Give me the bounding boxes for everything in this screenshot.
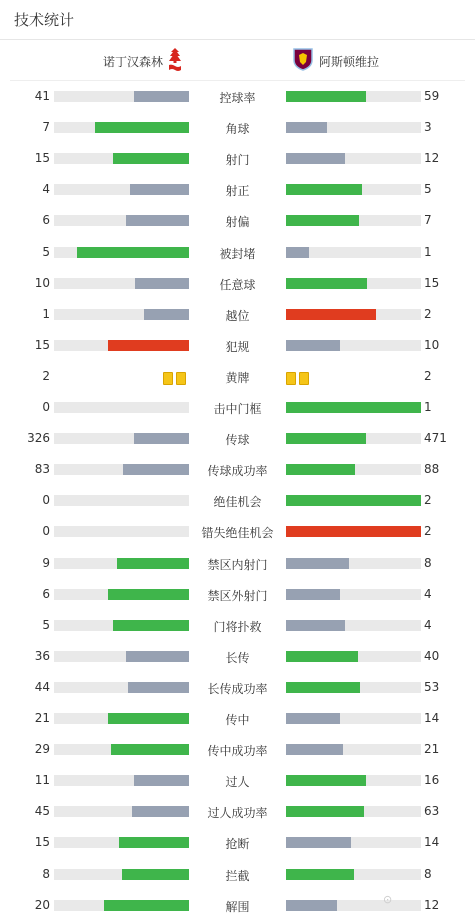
- away-value: 53: [424, 680, 440, 694]
- away-bar-track: [286, 775, 421, 786]
- away-bar-track: [286, 433, 421, 444]
- home-bar-track: [54, 651, 189, 662]
- away-bar-track: [286, 215, 421, 226]
- home-value: 0: [42, 400, 50, 414]
- home-bar-track: [54, 278, 189, 289]
- home-bar-track: [54, 91, 189, 102]
- away-bar-fill: [286, 309, 376, 320]
- away-bar-fill: [286, 744, 343, 755]
- away-value: 12: [424, 898, 440, 912]
- stat-row: [0, 548, 475, 579]
- away-bar-track: [286, 558, 421, 569]
- home-bar-fill: [113, 153, 189, 164]
- stat-row: [0, 485, 475, 516]
- home-bar-track: [54, 340, 189, 351]
- away-value: 63: [424, 804, 440, 818]
- stat-label: 被封堵: [219, 247, 256, 261]
- home-bar-track: [54, 869, 189, 880]
- stat-label: 错失绝佳机会: [201, 526, 274, 540]
- away-bar-fill: [286, 682, 360, 693]
- away-value: 471: [424, 431, 447, 445]
- stat-row: [0, 237, 475, 268]
- home-bar-track: [54, 900, 189, 911]
- stat-row: [0, 112, 475, 143]
- home-bar-fill: [108, 713, 189, 724]
- stat-row: [0, 299, 475, 330]
- away-bar-fill: [286, 247, 309, 258]
- away-bar-fill: [286, 620, 345, 631]
- away-bar-fill: [286, 122, 327, 133]
- yellow-card-icon: [299, 372, 309, 385]
- stat-label: 绝佳机会: [213, 495, 262, 509]
- home-bar-fill: [126, 651, 189, 662]
- home-value: 45: [34, 804, 50, 818]
- away-bar-track: [286, 247, 421, 258]
- away-bar-track: [286, 900, 421, 911]
- aston-villa-crest-icon: [293, 48, 313, 75]
- away-bar-track: [286, 869, 421, 880]
- away-team-name: 阿斯顿维拉: [319, 55, 380, 69]
- away-bar-fill: [286, 589, 340, 600]
- away-bar-fill: [286, 526, 421, 537]
- away-bar-fill: [286, 464, 355, 475]
- away-bar-track: [286, 122, 421, 133]
- home-bar-fill: [95, 122, 190, 133]
- home-value: 44: [34, 680, 50, 694]
- page-header: [0, 0, 475, 40]
- stat-label: 控球率: [219, 91, 256, 105]
- stat-row: [0, 610, 475, 641]
- stat-row: [0, 268, 475, 299]
- stat-label: 黄牌: [225, 371, 250, 385]
- away-bar-track: [286, 744, 421, 755]
- away-value: 4: [424, 587, 432, 601]
- stat-row: [0, 392, 475, 423]
- home-bar-track: [54, 215, 189, 226]
- home-bar-fill: [134, 433, 189, 444]
- home-value: 15: [34, 151, 50, 165]
- away-value: 8: [424, 556, 432, 570]
- home-bar-track: [54, 247, 189, 258]
- stat-label: 长传成功率: [207, 682, 268, 696]
- stat-row: [0, 703, 475, 734]
- away-bar-fill: [286, 806, 364, 817]
- home-bar-track: [54, 309, 189, 320]
- away-bar-fill: [286, 402, 421, 413]
- home-bar-fill: [122, 869, 190, 880]
- away-bar-track: [286, 495, 421, 506]
- away-value: 12: [424, 151, 440, 165]
- home-bar-fill: [123, 464, 189, 475]
- stat-label: 射门: [225, 153, 250, 167]
- home-value: 4: [42, 182, 50, 196]
- stat-label: 解围: [225, 900, 250, 914]
- away-value: 14: [424, 835, 440, 849]
- nottingham-forest-crest-icon: [168, 47, 182, 77]
- home-value: 8: [42, 867, 50, 881]
- away-value: 16: [424, 773, 440, 787]
- home-bar-fill: [126, 215, 189, 226]
- stat-label: 门将扑救: [213, 620, 262, 634]
- home-value: 10: [34, 276, 50, 290]
- stat-label: 射正: [225, 184, 250, 198]
- away-bar-track: [286, 682, 421, 693]
- home-bar-fill: [135, 278, 189, 289]
- yellow-card-icon: [176, 372, 186, 385]
- away-bar-track: [286, 184, 421, 195]
- home-bar-fill: [132, 806, 189, 817]
- away-value: 15: [424, 276, 440, 290]
- home-value: 36: [34, 649, 50, 663]
- home-bar-fill: [134, 91, 189, 102]
- home-bar-fill: [130, 184, 189, 195]
- away-value: 59: [424, 89, 440, 103]
- away-value: 88: [424, 462, 440, 476]
- away-bar-track: [286, 589, 421, 600]
- home-bar-track: [54, 495, 189, 506]
- home-value: 6: [42, 213, 50, 227]
- away-bar-fill: [286, 837, 351, 848]
- away-value: 2: [424, 493, 432, 507]
- away-value: 10: [424, 338, 440, 352]
- home-bar-fill: [77, 247, 189, 258]
- home-bar-fill: [119, 837, 189, 848]
- stat-row: [0, 579, 475, 610]
- home-value: 29: [34, 742, 50, 756]
- home-bar-track: [54, 682, 189, 693]
- away-bar-track: [286, 91, 421, 102]
- home-value: 326: [27, 431, 50, 445]
- away-bar-fill: [286, 713, 340, 724]
- home-value: 21: [34, 711, 50, 725]
- home-value: 0: [42, 493, 50, 507]
- away-bar-fill: [286, 900, 337, 911]
- stat-label: 传球: [225, 433, 250, 447]
- stat-label: 传中: [225, 713, 250, 727]
- away-value: 3: [424, 120, 432, 134]
- home-bar-track: [54, 153, 189, 164]
- home-bar-track: [54, 620, 189, 631]
- stat-label: 传中成功率: [207, 744, 268, 758]
- home-value: 83: [34, 462, 50, 476]
- home-bar-track: [54, 589, 189, 600]
- teams-header: [10, 41, 465, 81]
- stat-row: [0, 330, 475, 361]
- home-bar-fill: [134, 775, 189, 786]
- home-bar-fill: [144, 309, 189, 320]
- home-bar-fill: [104, 900, 189, 911]
- stat-row: [0, 827, 475, 858]
- yellow-card-icon: [163, 372, 173, 385]
- home-bar-track: [54, 122, 189, 133]
- away-bar-track: [286, 340, 421, 351]
- home-value: 15: [34, 835, 50, 849]
- away-value: 5: [424, 182, 432, 196]
- stat-label: 过人: [225, 775, 250, 789]
- away-bar-track: [286, 806, 421, 817]
- home-value: 20: [34, 898, 50, 912]
- away-bar-fill: [286, 91, 366, 102]
- away-value: 2: [424, 369, 432, 383]
- away-bar-track: [286, 402, 421, 413]
- stat-row: [0, 81, 475, 112]
- stat-label: 抢断: [225, 837, 250, 851]
- home-bar-fill: [128, 682, 189, 693]
- away-bar-track: [286, 837, 421, 848]
- away-yellow-cards: [286, 370, 312, 389]
- watermark-logo: ⊙: [383, 893, 393, 906]
- stat-label: 禁区内射门: [207, 558, 268, 572]
- home-team-name: 诺丁汉森林: [103, 55, 164, 69]
- stat-row: [0, 641, 475, 672]
- away-value: 21: [424, 742, 440, 756]
- away-bar-fill: [286, 651, 358, 662]
- home-bar-track: [54, 184, 189, 195]
- away-bar-track: [286, 526, 421, 537]
- home-value: 7: [42, 120, 50, 134]
- away-bar-fill: [286, 558, 349, 569]
- stat-row: [0, 859, 475, 890]
- away-value: 8: [424, 867, 432, 881]
- home-bar-track: [54, 464, 189, 475]
- home-bar-track: [54, 744, 189, 755]
- away-bar-fill: [286, 184, 362, 195]
- away-bar-track: [286, 651, 421, 662]
- home-bar-track: [54, 526, 189, 537]
- home-value: 5: [42, 245, 50, 259]
- home-bar-track: [54, 837, 189, 848]
- stat-label: 禁区外射门: [207, 589, 268, 603]
- stat-row: [0, 174, 475, 205]
- stat-label: 犯规: [225, 340, 250, 354]
- away-value: 2: [424, 524, 432, 538]
- stat-label: 角球: [225, 122, 250, 136]
- stat-label: 任意球: [219, 278, 256, 292]
- away-value: 4: [424, 618, 432, 632]
- away-value: 1: [424, 400, 432, 414]
- stat-row: [0, 516, 475, 547]
- stat-row: [0, 423, 475, 454]
- stat-row: [0, 205, 475, 236]
- away-value: 14: [424, 711, 440, 725]
- away-bar-track: [286, 278, 421, 289]
- away-bar-track: [286, 309, 421, 320]
- stat-row: [0, 672, 475, 703]
- stat-label: 射偏: [225, 215, 250, 229]
- home-bar-track: [54, 775, 189, 786]
- stat-row: [0, 796, 475, 827]
- stat-label: 过人成功率: [207, 806, 268, 820]
- home-bar-fill: [108, 340, 189, 351]
- yellow-card-icon: [286, 372, 296, 385]
- away-bar-fill: [286, 278, 367, 289]
- home-bar-track: [54, 558, 189, 569]
- away-bar-fill: [286, 215, 359, 226]
- page-title: 技术统计: [14, 11, 75, 29]
- stat-label: 传球成功率: [207, 464, 268, 478]
- away-bar-track: [286, 620, 421, 631]
- stat-row: [0, 890, 475, 921]
- stat-row: [0, 454, 475, 485]
- away-bar-fill: [286, 775, 366, 786]
- away-bar-track: [286, 153, 421, 164]
- home-bar-fill: [108, 589, 189, 600]
- stat-row: [0, 361, 475, 392]
- away-value: 1: [424, 245, 432, 259]
- stat-row: [0, 734, 475, 765]
- home-bar-track: [54, 433, 189, 444]
- home-value: 9: [42, 556, 50, 570]
- home-value: 2: [42, 369, 50, 383]
- stat-label: 越位: [225, 309, 250, 323]
- away-bar-fill: [286, 340, 340, 351]
- stat-label: 长传: [225, 651, 250, 665]
- home-bar-track: [54, 713, 189, 724]
- away-bar-track: [286, 713, 421, 724]
- home-bar-fill: [111, 744, 189, 755]
- home-value: 0: [42, 524, 50, 538]
- away-value: 40: [424, 649, 440, 663]
- stat-label: 拦截: [225, 869, 250, 883]
- home-value: 5: [42, 618, 50, 632]
- away-bar-fill: [286, 433, 366, 444]
- home-bar-track: [54, 402, 189, 413]
- home-bar-fill: [117, 558, 189, 569]
- home-value: 1: [42, 307, 50, 321]
- home-value: 6: [42, 587, 50, 601]
- away-bar-fill: [286, 153, 345, 164]
- away-bar-fill: [286, 495, 421, 506]
- away-bar-track: [286, 464, 421, 475]
- home-value: 15: [34, 338, 50, 352]
- away-value: 7: [424, 213, 432, 227]
- stat-row: [0, 143, 475, 174]
- home-value: 11: [34, 773, 50, 787]
- home-yellow-cards: [163, 370, 189, 389]
- home-bar-fill: [113, 620, 189, 631]
- stat-row: [0, 765, 475, 796]
- stat-label: 击中门框: [213, 402, 262, 416]
- away-value: 2: [424, 307, 432, 321]
- away-bar-fill: [286, 869, 354, 880]
- home-value: 41: [34, 89, 50, 103]
- home-bar-track: [54, 806, 189, 817]
